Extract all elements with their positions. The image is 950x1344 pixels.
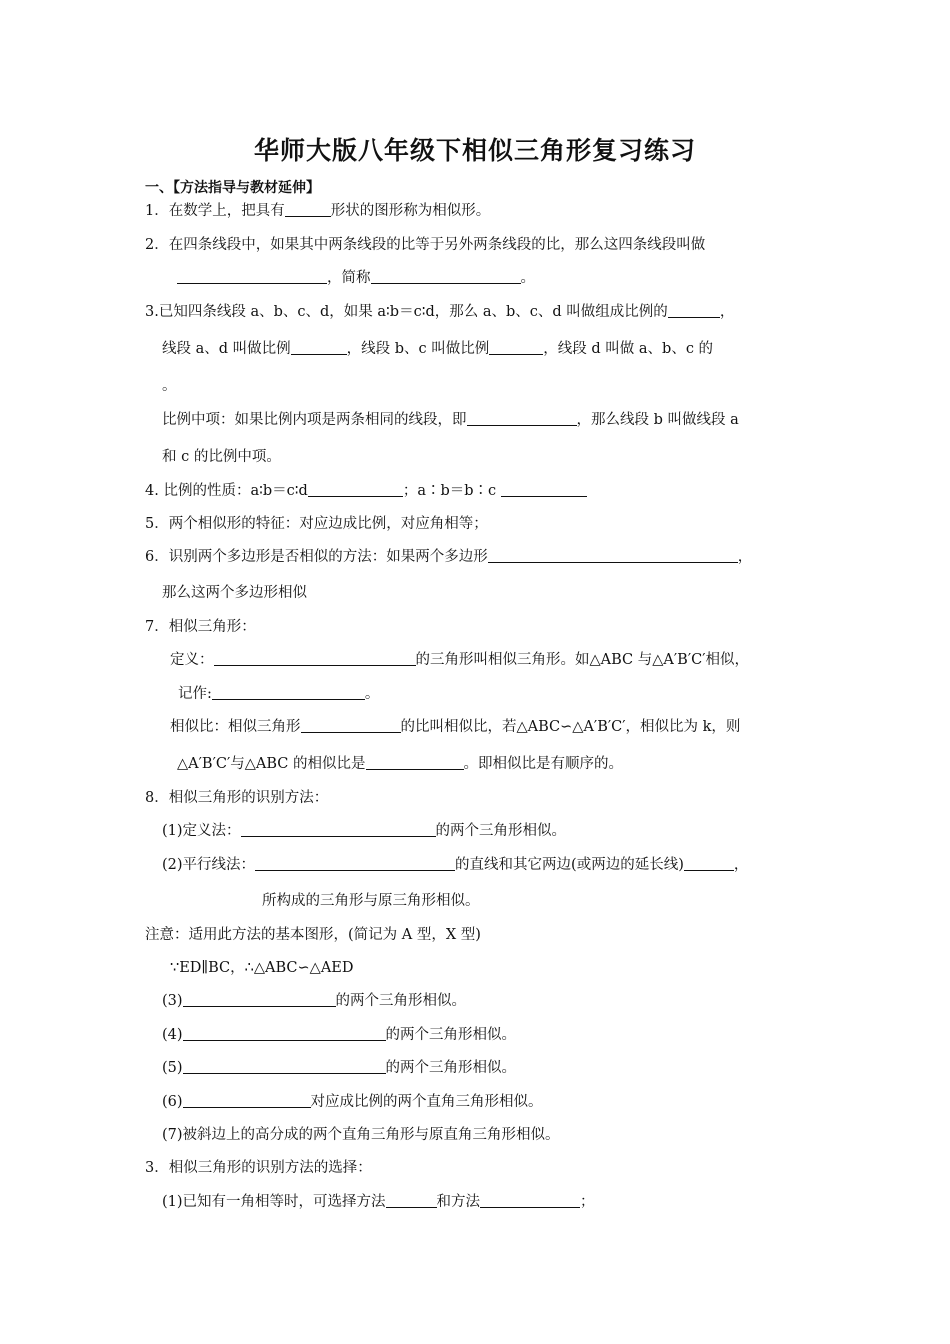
q8-method-6 [162, 1092, 543, 1112]
q7-notation-label: 记作: [178, 686, 212, 702]
fill-blank[interactable] [183, 1092, 311, 1108]
fill-blank[interactable] [255, 855, 455, 871]
fill-blank[interactable] [308, 481, 403, 497]
fill-blank[interactable] [668, 302, 720, 318]
question-3 [145, 302, 734, 322]
question-3-line-2 [162, 339, 713, 359]
fill-blank[interactable] [489, 339, 543, 355]
q9-text-2: 和方法 [436, 1194, 481, 1210]
fill-blank[interactable] [488, 547, 738, 563]
q6-comma: ， [737, 549, 753, 565]
q8-m2-text: 的直线和其它两边(或两边的延长线) [455, 857, 684, 873]
question-6-line-2: 那么这两个多边形相似 [162, 585, 307, 601]
q8-note: 注意：适用此方法的基本图形，(简记为 A 型，X 型) [145, 927, 481, 943]
q8-because: ∵ED∥BC，∴△ABC∽△AED [170, 960, 354, 976]
q6-text: 6．识别两个多边形是否相似的方法：如果两个多边形 [145, 549, 488, 565]
page-title: 华师大版八年级下相似三角形复习练习 [253, 136, 696, 165]
q7-ratio-text-3: 。即相似比是有顺序的。 [463, 756, 623, 772]
q9-semicolon: ； [580, 1194, 595, 1210]
question-4 [145, 481, 587, 501]
fill-blank[interactable] [291, 339, 347, 355]
q3-text: 3.已知四条线段 a、b、c、d，如果 a∶b＝c∶d，那么 a、b、c、d 叫做组成比例的 [145, 304, 668, 320]
q8-m1-text: 的两个三角形相似。 [435, 823, 567, 839]
q2-text-mid: ，简称 [327, 270, 371, 286]
fill-blank[interactable] [467, 410, 577, 426]
q8-method-1 [162, 821, 566, 841]
section-title: 【方法指导与教材延伸】 [173, 180, 320, 196]
fill-blank[interactable] [301, 717, 401, 733]
fill-blank[interactable] [212, 684, 365, 700]
q8-m2-comma: ， [733, 857, 749, 873]
q8-method-3 [162, 991, 466, 1011]
fill-blank[interactable] [214, 650, 416, 666]
fill-blank[interactable] [183, 991, 336, 1007]
fill-blank[interactable] [371, 268, 521, 284]
fill-blank[interactable] [684, 855, 734, 871]
q7-ratio-text: 的比叫相似比，若△ABC∽△A′B′C′，相似比为 k，则 [400, 719, 741, 735]
q8-method-2-line-2: 所构成的三角形与原三角形相似。 [262, 893, 480, 909]
question-2-line-2 [177, 268, 535, 288]
question-5: 5．两个相似形的特征：对应边成比例，对应角相等； [145, 516, 488, 532]
q7-def-label: 定义： [170, 652, 214, 668]
q3-text-2: 线段 a、d 叫做比例 [162, 341, 291, 357]
q2-text: 2．在四条线段中，如果其中两条线段的比等于另外两条线段的比，那么这四条线段叫做 [145, 237, 706, 253]
q7-notation [178, 684, 379, 704]
q4-text-2: ；a∶b＝b∶c [402, 483, 497, 499]
q9-choice-1 [162, 1192, 595, 1212]
fill-blank[interactable] [501, 481, 587, 497]
q3-comma: ， [719, 304, 735, 320]
q7-ratio-text-2: △A′B′C′与△ABC 的相似比是 [177, 756, 366, 772]
q8-m4-text: 的两个三角形相似。 [385, 1027, 517, 1043]
q7-notation-end: 。 [364, 686, 380, 702]
q7-ratio [170, 717, 740, 737]
q3-text-4: ，线段 d 叫做 a、b、c 的 [543, 341, 714, 357]
question-3-line-3 [162, 376, 177, 396]
section-number: 一、 [145, 180, 173, 196]
question-2 [145, 235, 705, 255]
q7-def-text: 的三角形叫相似三角形。如△ABC 与△A′B′C′相似， [415, 652, 749, 668]
q8-m6-text: 对应成比例的两个直角三角形相似。 [310, 1094, 543, 1110]
q3-mean-text-3: 和 c 的比例中项。 [162, 449, 281, 465]
fill-blank[interactable] [386, 1192, 437, 1208]
q8-m2-label: (2)平行线法： [162, 857, 256, 873]
fill-blank[interactable] [183, 1025, 386, 1041]
q8-method-2 [162, 855, 748, 875]
fill-blank[interactable] [177, 268, 327, 284]
fill-blank[interactable] [285, 201, 331, 217]
q8-m5-label: (5) [162, 1060, 183, 1076]
q3-mean-text: 比例中项：如果比例内项是两条相同的线段，即 [162, 412, 467, 428]
question-9: 3．相似三角形的识别方法的选择： [145, 1160, 372, 1176]
q8-m5-text: 的两个三角形相似。 [385, 1060, 517, 1076]
q8-m1-label: (1)定义法： [162, 823, 241, 839]
question-8: 8．相似三角形的识别方法： [145, 790, 329, 806]
q7-ratio-label: 相似比：相似三角形 [170, 719, 301, 735]
q8-m4-label: (4) [162, 1027, 183, 1043]
q7-definition [170, 650, 749, 670]
fill-blank[interactable] [366, 754, 464, 770]
q8-m3-text: 的两个三角形相似。 [335, 993, 467, 1009]
q7-ratio-line-2 [177, 754, 623, 774]
section-heading [145, 178, 320, 198]
q8-m6-label: (6) [162, 1094, 183, 1110]
q3-mean-text-2: ，那么线段 b 叫做线段 a [576, 412, 739, 428]
question-1 [145, 201, 490, 221]
q1-text: 1．在数学上，把具有 [145, 203, 285, 219]
q3-period: 。 [162, 378, 177, 394]
fill-blank[interactable] [480, 1192, 580, 1208]
fill-blank[interactable] [241, 821, 436, 837]
q9-text: (1)已知有一角相等时，可选择方法 [162, 1194, 386, 1210]
q4-text: 4. 比例的性质：a∶b＝c∶d [145, 483, 308, 499]
q8-method-4 [162, 1025, 516, 1045]
question-7: 7．相似三角形： [145, 619, 256, 635]
fill-blank[interactable] [183, 1058, 386, 1074]
q1-text-end: 形状的图形称为相似形。 [330, 203, 491, 219]
question-6 [145, 547, 752, 567]
q3-text-3: ，线段 b、c 叫做比例 [346, 341, 490, 357]
q8-m3-label: (3) [162, 993, 183, 1009]
question-3-mean [162, 410, 739, 430]
question-3-mean-line-2 [162, 447, 281, 467]
q8-method-7: (7)被斜边上的高分成的两个直角三角形与原直角三角形相似。 [162, 1127, 560, 1143]
q2-text-end: 。 [520, 270, 535, 286]
q8-method-5 [162, 1058, 516, 1078]
